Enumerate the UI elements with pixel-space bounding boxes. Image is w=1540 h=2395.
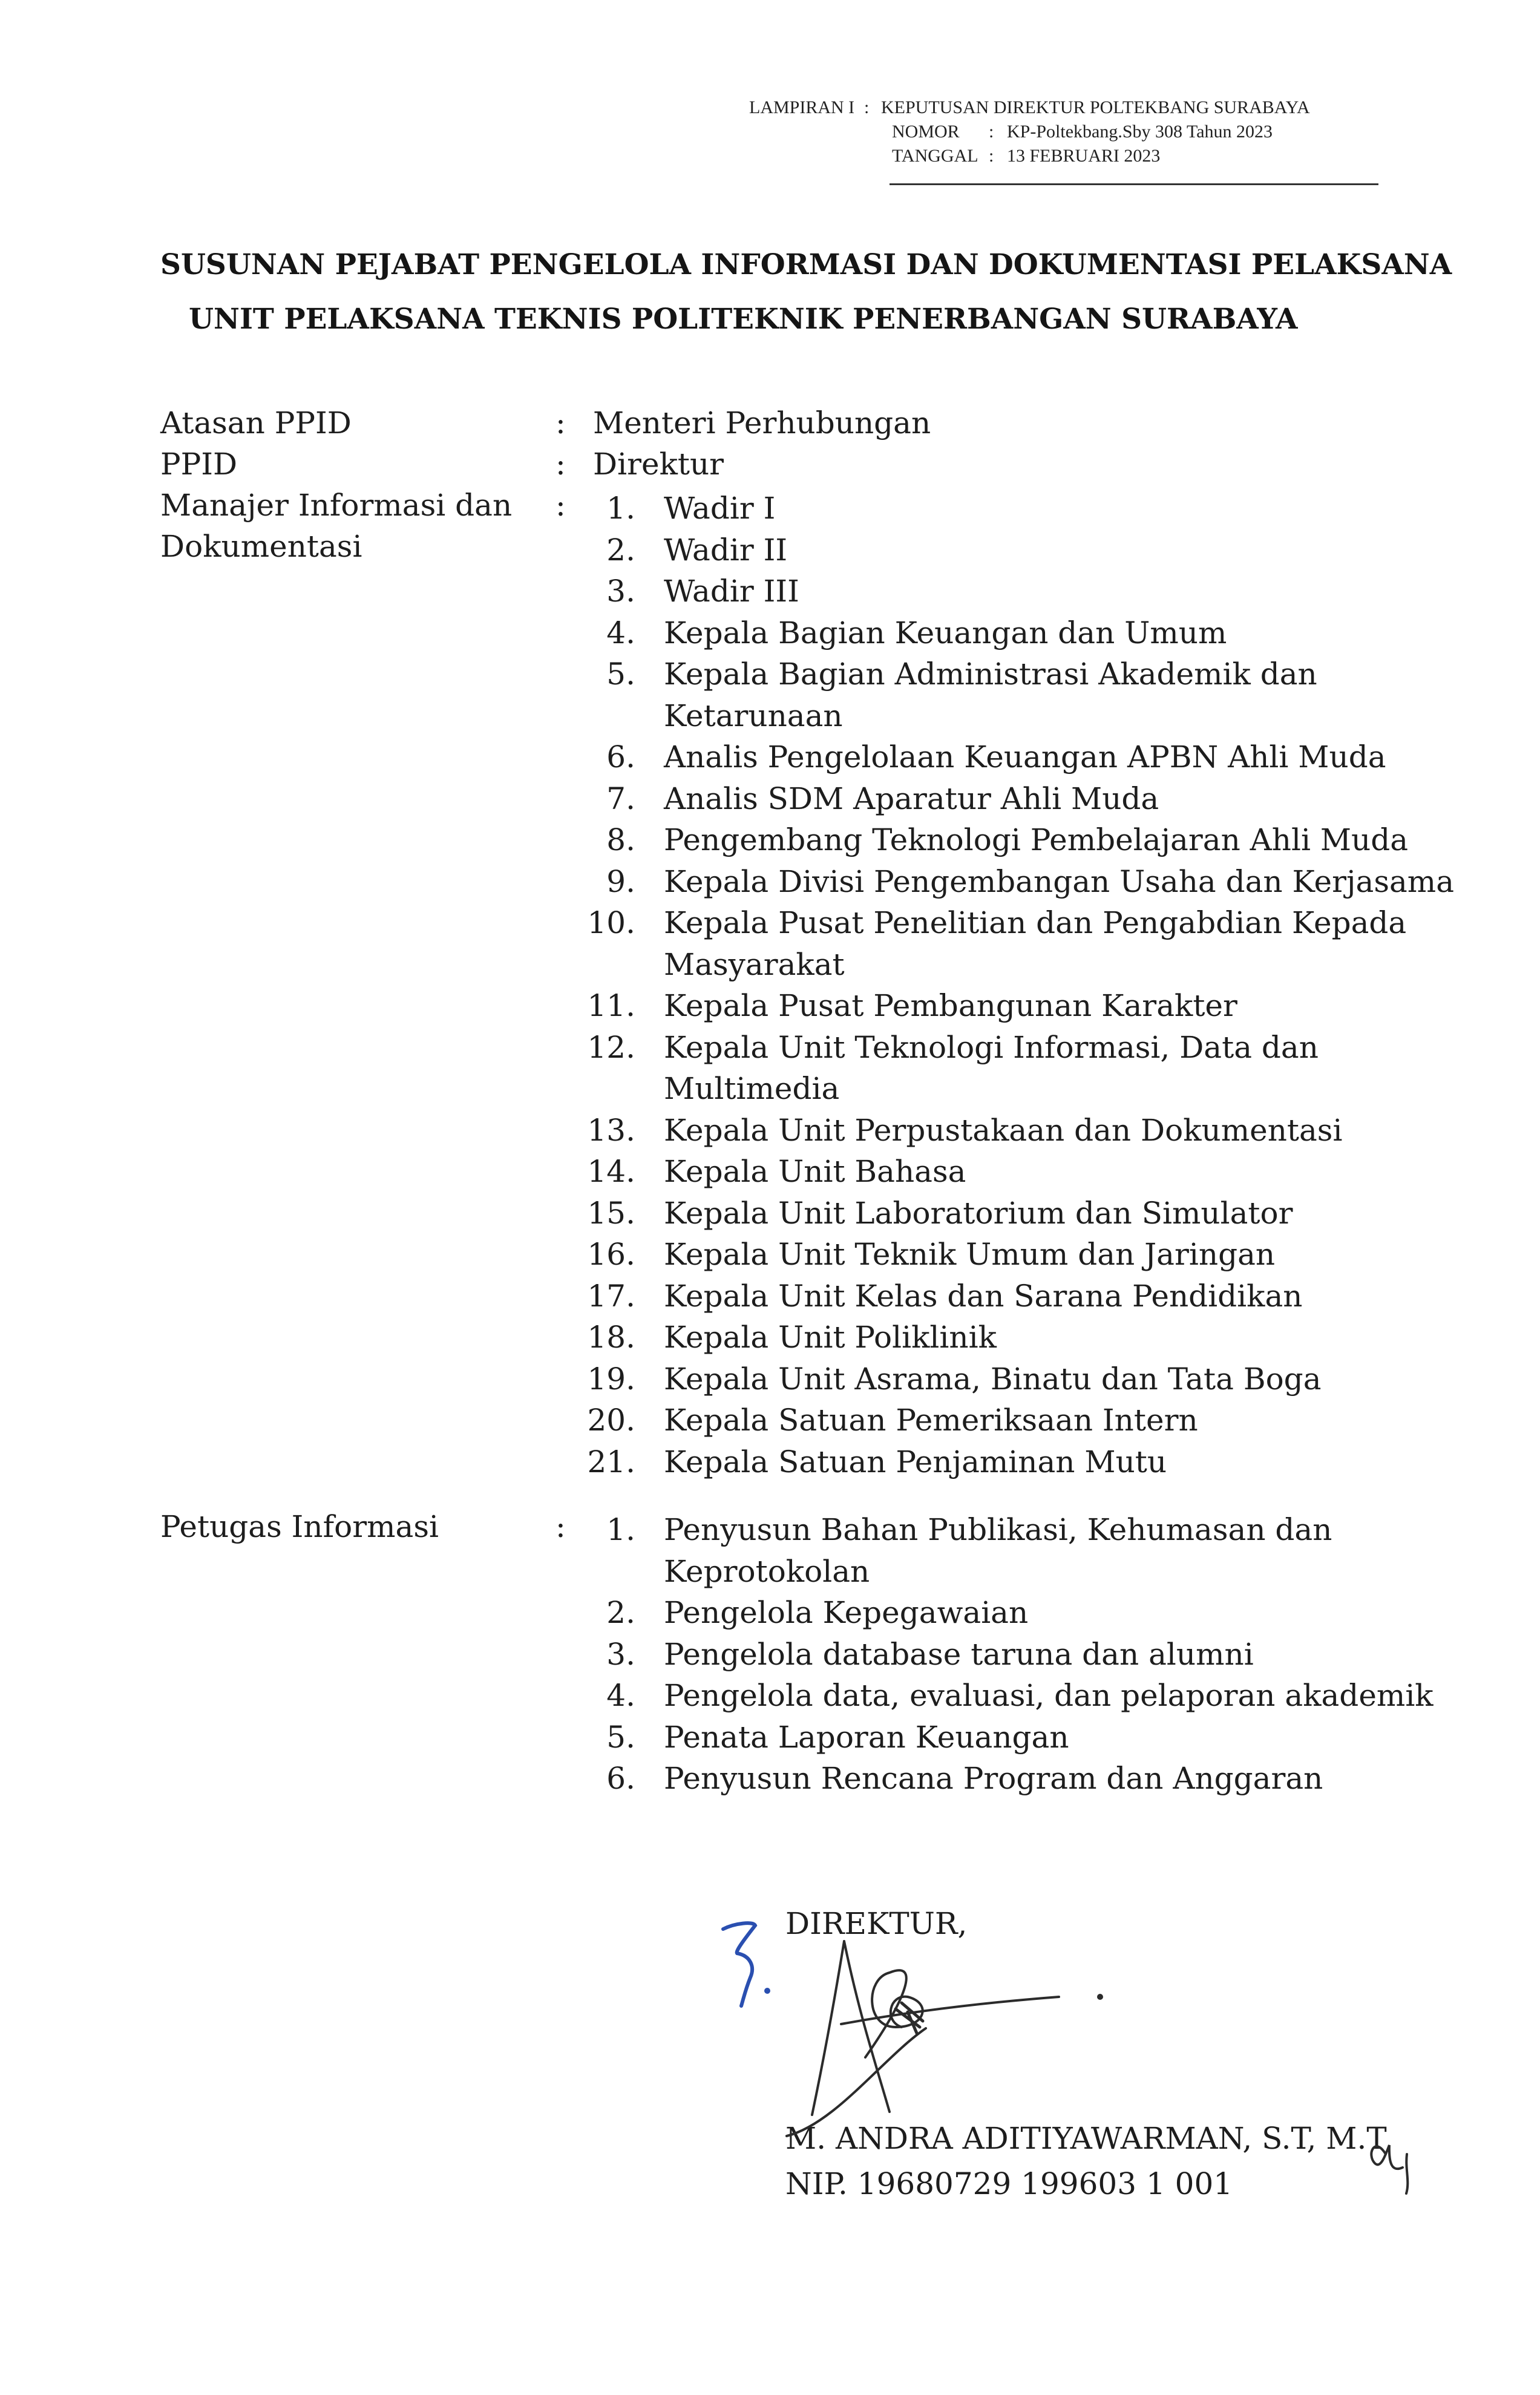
- list-item-number: 17.: [587, 1278, 635, 1314]
- list-item-number: 8.: [606, 822, 635, 857]
- list-item-number: 15.: [587, 1195, 635, 1231]
- tanggal-separator: :: [989, 146, 994, 166]
- list-item-number: 3.: [606, 574, 635, 609]
- list-item-number: 1.: [606, 1512, 635, 1547]
- atasan-ppid-label: Atasan PPID: [160, 405, 352, 441]
- list-item-text-line-1: Analis Pengelolaan Keuangan APBN Ahli Muda: [664, 739, 1386, 775]
- nomor-label: NOMOR: [892, 122, 960, 142]
- signature-dot: [1097, 1994, 1103, 2000]
- paraf-blue-dot: [764, 1988, 770, 1994]
- lampiran-separator: :: [864, 97, 870, 117]
- list-item-text-line-2: Masyarakat: [664, 946, 845, 982]
- list-item-text-line-1: Kepala Unit Laboratorium dan Simulator: [664, 1195, 1293, 1231]
- ppid-colon: :: [555, 447, 566, 482]
- initials-mark: [1371, 2145, 1407, 2194]
- list-item-text-line-2: Keprotokolan: [664, 1553, 870, 1589]
- petugas-colon: :: [555, 1509, 566, 1544]
- list-item-number: 12.: [587, 1029, 635, 1065]
- atasan-ppid-value: Menteri Perhubungan: [593, 405, 931, 441]
- atasan-ppid-colon: :: [555, 405, 566, 441]
- list-item-text-line-1: Kepala Pusat Pembangunan Karakter: [664, 988, 1237, 1023]
- manajer-label-line-1: Manajer Informasi dan: [160, 488, 513, 523]
- paraf-blue-mark: [723, 1923, 755, 2006]
- list-item-text-line-1: Kepala Unit Teknik Umum dan Jaringan: [664, 1237, 1276, 1272]
- list-item-number: 4.: [606, 1678, 635, 1713]
- list-item-number: 2.: [606, 1595, 635, 1630]
- list-item-number: 5.: [606, 1719, 635, 1755]
- list-item-text-line-1: Wadir III: [664, 574, 799, 609]
- list-item-text-line-1: Kepala Unit Teknologi Informasi, Data dan: [664, 1029, 1319, 1065]
- list-item-number: 7.: [606, 781, 635, 816]
- list-item-text-line-1: Wadir I: [664, 491, 776, 526]
- list-item-text-line-1: Penyusun Rencana Program dan Anggaran: [664, 1761, 1323, 1796]
- list-item-number: 21.: [587, 1444, 635, 1479]
- list-item-text-line-1: Kepala Satuan Penjaminan Mutu: [664, 1444, 1167, 1479]
- manajer-colon: :: [555, 488, 566, 523]
- list-item-text-line-1: Kepala Satuan Pemeriksaan Intern: [664, 1403, 1198, 1438]
- list-item-number: 16.: [587, 1237, 635, 1272]
- list-item-text-line-1: Kepala Bagian Administrasi Akademik dan: [664, 657, 1317, 692]
- list-item-number: 6.: [606, 1761, 635, 1796]
- tanggal-label: TANGGAL: [892, 146, 978, 166]
- list-item-text-line-1: Penyusun Bahan Publikasi, Kehumasan dan: [664, 1512, 1332, 1547]
- list-item-text-line-1: Kepala Bagian Keuangan dan Umum: [664, 615, 1227, 650]
- list-item-text-line-1: Kepala Unit Perpustakaan dan Dokumentasi: [664, 1112, 1343, 1148]
- petugas-label: Petugas Informasi: [160, 1509, 439, 1544]
- list-item-number: 6.: [606, 739, 635, 775]
- list-item-text-line-2: Multimedia: [664, 1071, 840, 1106]
- list-item-text-line-1: Kepala Unit Asrama, Binatu dan Tata Boga: [664, 1361, 1322, 1397]
- document-title-line-1: SUSUNAN PEJABAT PENGELOLA INFORMASI DAN DOKUMENTASI PELAKSANA: [160, 248, 1452, 281]
- nomor-value: KP-Poltekbang.Sby 308 Tahun 2023: [1007, 122, 1273, 142]
- signatory-nip: NIP. 19680729 199603 1 001: [785, 2166, 1233, 2201]
- list-item-text-line-1: Wadir II: [664, 532, 788, 568]
- list-item-text-line-1: Kepala Unit Kelas dan Sarana Pendidikan: [664, 1278, 1303, 1314]
- signature-hatch: [896, 2003, 923, 2033]
- list-item-text-line-1: Kepala Pusat Penelitian dan Pengabdian Kepada: [664, 905, 1407, 940]
- list-item-text-line-1: Kepala Divisi Pengembangan Usaha dan Kerjasama: [664, 863, 1455, 899]
- list-item-text-line-1: Kepala Unit Bahasa: [664, 1154, 966, 1189]
- document-title-line-2: UNIT PELAKSANA TEKNIS POLITEKNIK PENERBANGAN SURABAYA: [189, 303, 1298, 336]
- signature-title: DIREKTUR,: [785, 1906, 968, 1941]
- list-item-text-line-1: Pengelola data, evaluasi, dan pelaporan akademik: [664, 1678, 1434, 1713]
- ppid-value: Direktur: [593, 447, 724, 482]
- lampiran-value: KEPUTUSAN DIREKTUR POLTEKBANG SURABAYA: [881, 97, 1310, 117]
- list-item-text-line-1: Penata Laporan Keuangan: [664, 1719, 1069, 1755]
- list-item-number: 20.: [587, 1403, 635, 1438]
- list-item-text-line-2: Ketarunaan: [664, 698, 843, 733]
- list-item-number: 5.: [606, 657, 635, 692]
- list-item-text-line-1: Kepala Unit Poliklinik: [664, 1320, 997, 1355]
- list-item-number: 19.: [587, 1361, 635, 1397]
- list-item-text-line-1: Pengembang Teknologi Pembelajaran Ahli Muda: [664, 822, 1409, 857]
- list-item-number: 13.: [587, 1112, 635, 1148]
- list-item-text-line-1: Pengelola database taruna dan alumni: [664, 1636, 1254, 1672]
- list-item-number: 4.: [606, 615, 635, 650]
- lampiran-label: LAMPIRAN I: [749, 97, 855, 117]
- nomor-separator: :: [989, 122, 994, 142]
- list-item-text-line-1: Pengelola Kepegawaian: [664, 1595, 1029, 1630]
- list-item-number: 1.: [606, 491, 635, 526]
- list-item-number: 18.: [587, 1320, 635, 1355]
- list-item-number: 14.: [587, 1154, 635, 1189]
- list-item-number: 10.: [587, 905, 635, 940]
- list-item-number: 9.: [606, 863, 635, 899]
- manajer-label-line-2: Dokumentasi: [160, 529, 362, 564]
- director-signature: [787, 1941, 1059, 2136]
- signatory-name: M. ANDRA ADITIYAWARMAN, S.T, M.T: [785, 2121, 1387, 2156]
- tanggal-value: 13 FEBRUARI 2023: [1007, 146, 1161, 166]
- ppid-label: PPID: [160, 447, 238, 482]
- list-item-text-line-1: Analis SDM Aparatur Ahli Muda: [664, 781, 1159, 816]
- list-item-number: 3.: [606, 1636, 635, 1672]
- list-item-number: 2.: [606, 532, 635, 568]
- list-item-number: 11.: [587, 988, 635, 1023]
